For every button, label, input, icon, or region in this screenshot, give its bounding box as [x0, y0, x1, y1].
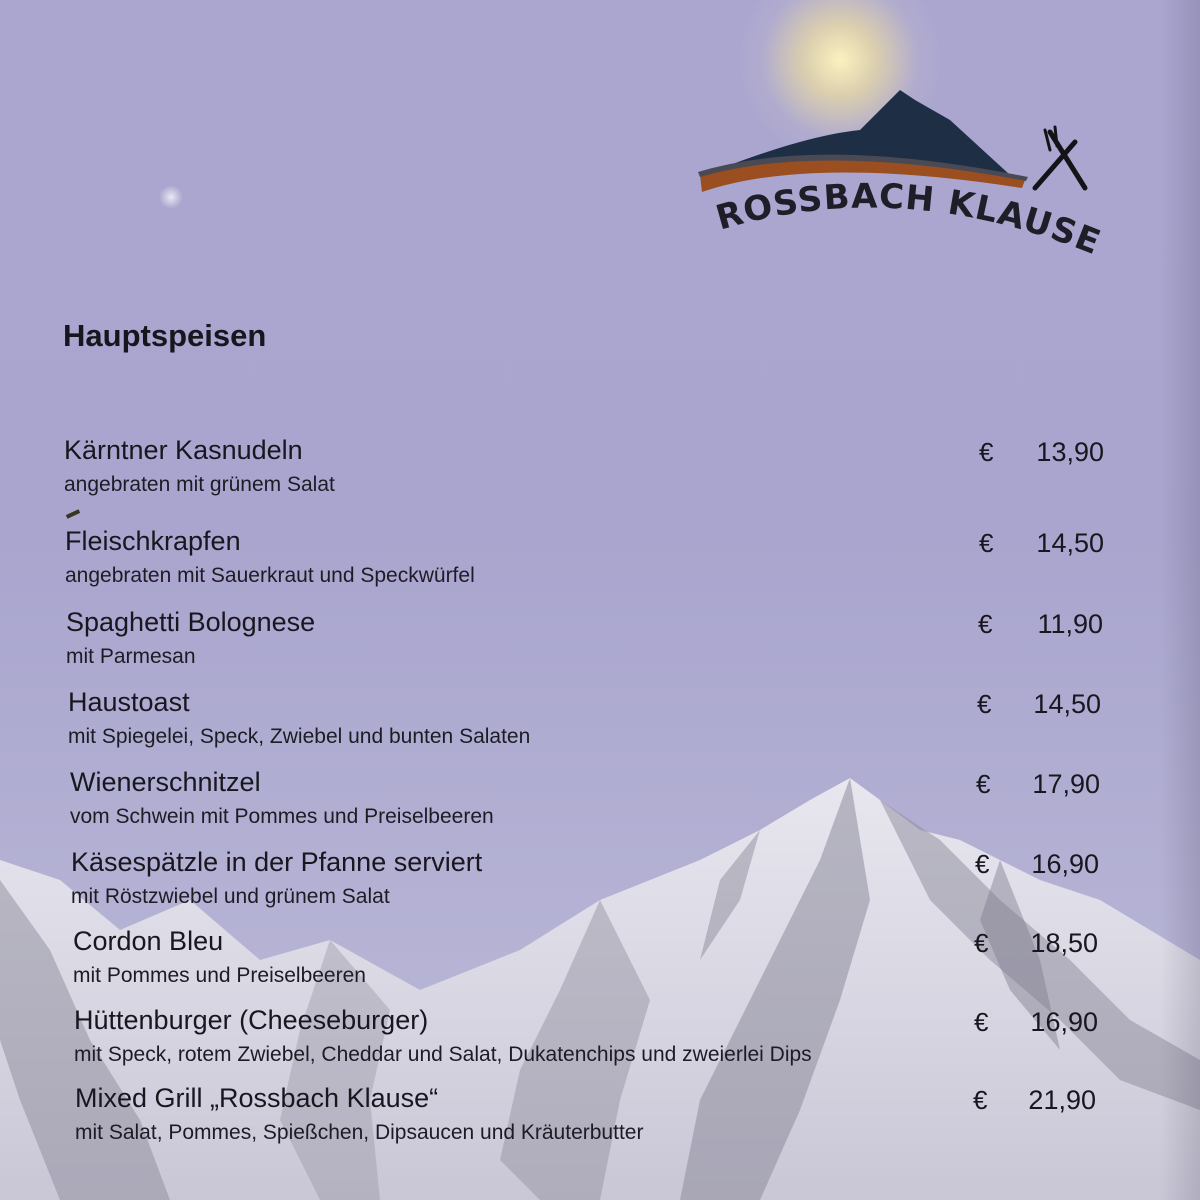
item-price: 11,90: [1037, 609, 1103, 639]
section-title: Hauptspeisen: [63, 318, 267, 353]
item-price: 16,90: [1031, 849, 1099, 879]
item-price: 14,50: [1033, 689, 1101, 719]
currency-symbol: €: [979, 437, 994, 467]
item-name: Mixed Grill „Rossbach Klause“: [75, 1083, 439, 1113]
item-description: vom Schwein mit Pommes und Preiselbeeren: [70, 805, 494, 828]
currency-symbol: €: [974, 1007, 989, 1037]
item-price: 14,50: [1036, 528, 1104, 558]
item-description: mit Röstzwiebel und grünem Salat: [71, 885, 390, 908]
item-description: mit Parmesan: [66, 645, 196, 668]
item-description: angebraten mit grünem Salat: [64, 473, 335, 496]
item-price: 18,50: [1030, 928, 1098, 958]
item-price: 16,90: [1030, 1007, 1098, 1037]
currency-symbol: €: [976, 769, 991, 799]
item-price: 17,90: [1032, 769, 1100, 799]
item-description: angebraten mit Sauerkraut und Speckwürfel: [65, 564, 475, 587]
item-description: mit Salat, Pommes, Spießchen, Dipsaucen und Kräuterbutter: [75, 1121, 644, 1144]
item-name: Kärntner Kasnudeln: [64, 435, 303, 465]
item-price: 21,90: [1028, 1085, 1096, 1115]
item-description: mit Spiegelei, Speck, Zwiebel und bunten Salaten: [68, 725, 531, 748]
currency-symbol: €: [979, 528, 994, 558]
currency-symbol: €: [973, 1085, 988, 1115]
page-edge-shadow: [1160, 0, 1200, 1200]
restaurant-name: ROSSBACH KLAUSE: [711, 176, 1107, 264]
currency-symbol: €: [975, 849, 990, 879]
item-price: 13,90: [1036, 437, 1104, 467]
item-name: Hüttenburger (Cheeseburger): [74, 1005, 429, 1035]
currency-symbol: €: [977, 689, 992, 719]
item-description: mit Pommes und Preiselbeeren: [73, 964, 366, 987]
currency-symbol: €: [974, 928, 989, 958]
item-description: mit Speck, rotem Zwiebel, Cheddar und Salat, Dukatenchips und zweierlei Dips: [74, 1043, 812, 1066]
item-name: Fleischkrapfen: [65, 526, 241, 556]
item-name: Wienerschnitzel: [70, 767, 261, 797]
currency-symbol: €: [978, 609, 993, 639]
item-name: Spaghetti Bolognese: [66, 607, 316, 637]
item-name: Käsespätzle in der Pfanne serviert: [71, 847, 483, 877]
item-name: Haustoast: [68, 687, 190, 717]
item-name: Cordon Bleu: [73, 926, 224, 956]
